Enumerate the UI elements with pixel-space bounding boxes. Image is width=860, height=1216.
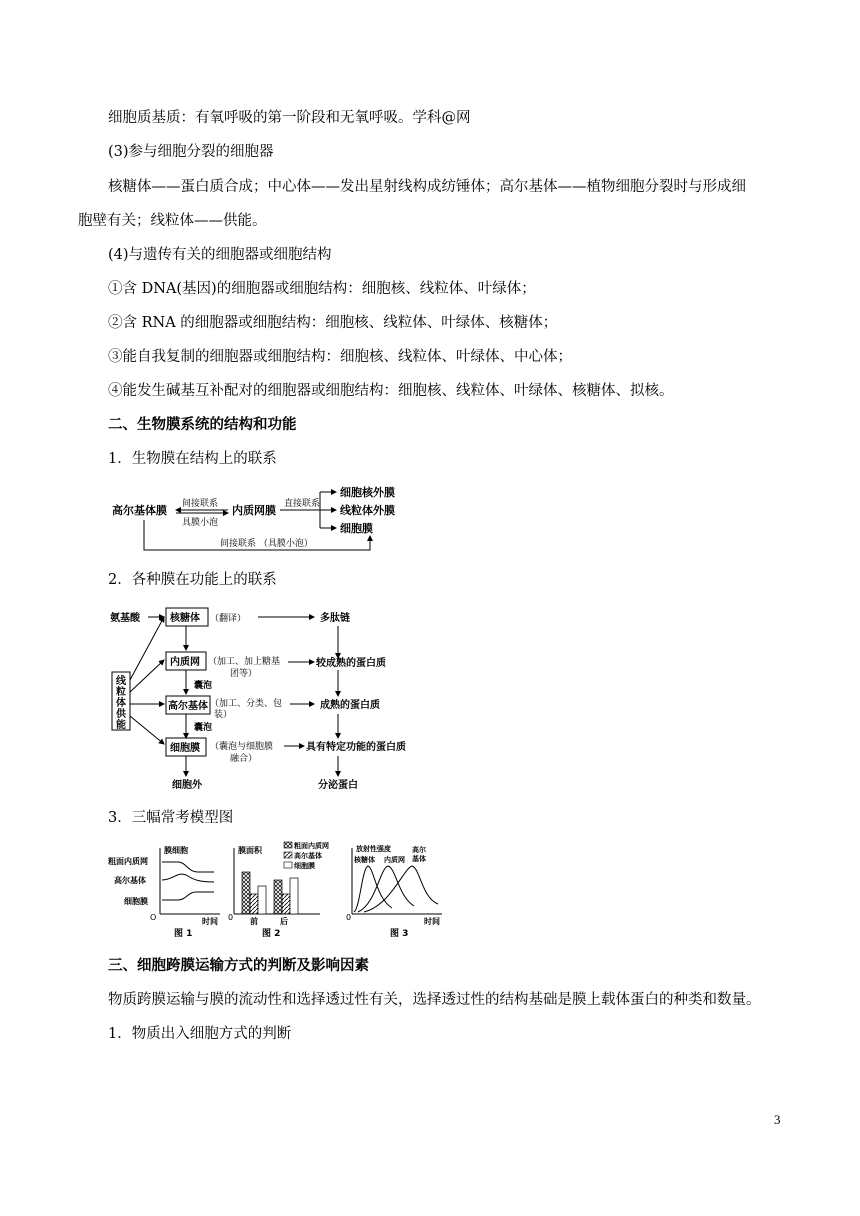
mito-membrane-label: 线粒体外膜: [340, 504, 395, 517]
c3-er-label: 内质网: [384, 856, 405, 864]
c3-curve-ribosome: [354, 866, 392, 912]
vesicle-label-1: 囊泡: [194, 681, 213, 691]
er-process-2: 团等）: [230, 669, 258, 679]
list-item: ②含 RNA 的细胞器或细胞结构：细胞核、线粒体、叶绿体、核糖体；: [108, 315, 558, 331]
c2-legend-membrane: 细胞膜: [294, 862, 315, 870]
subsection-heading: 3．三幅常考模型图: [108, 810, 234, 826]
c3-y-label: 放射性强度: [356, 845, 391, 853]
subheading: (3)参与细胞分裂的细胞器: [108, 144, 274, 160]
amino-acid-label: 氨基酸: [110, 613, 140, 624]
section-heading: 三、细胞跨膜运输方式的判断及影响因素: [108, 957, 369, 974]
direct-label: 直接联系: [284, 499, 321, 509]
c2-before: 前: [250, 917, 258, 926]
outside-cell-label: 细胞外: [172, 780, 202, 791]
list-item: ①含 DNA(基因)的细胞器或细胞结构：细胞核、线粒体、叶绿体；: [108, 281, 536, 297]
c1-membrane-label: 细胞膜: [124, 897, 148, 906]
c2-bar: [242, 872, 250, 914]
three-model-figures: [108, 838, 448, 942]
c2-bar: [258, 886, 266, 914]
membrane-structure-diagram: [108, 480, 418, 556]
mature-protein-label: 成熟的蛋白质: [320, 700, 380, 711]
golgi-process-2: 装）: [214, 710, 233, 720]
fuse-label-1: （囊泡与细胞膜: [210, 742, 274, 752]
bottom-connector-label: 间接联系 （具膜小泡）: [220, 539, 313, 549]
c3-golgi-label-2: 基体: [412, 855, 426, 863]
c2-origin: 0: [228, 913, 234, 922]
c3-x-label: 时间: [424, 917, 440, 926]
er-membrane-label: 内质网膜: [232, 504, 276, 517]
c3-caption: 图 3: [390, 929, 409, 939]
functional-protein-label: 具有特定功能的蛋白质: [306, 742, 406, 753]
subsection-heading: 2．各种膜在功能上的联系: [108, 572, 277, 588]
c1-origin: O: [150, 913, 157, 922]
mito-energy-label: 线粒体供能: [116, 676, 126, 731]
c2-bar: [290, 878, 298, 914]
vesicle-label-2: 囊泡: [194, 723, 213, 733]
er-process-1: （加工、加上糖基: [208, 657, 281, 667]
immature-protein-label: 较成熟的蛋白质: [316, 658, 386, 669]
golgi-label: 高尔基体: [168, 701, 208, 712]
paragraph: 物质跨膜运输与膜的流动性和选择透过性有关，选择透过性的结构基础是膜上载体蛋白的种类和数量。: [108, 992, 761, 1008]
golgi-membrane-label: 高尔基体膜: [112, 504, 167, 517]
peptide-label: 多肽链: [320, 613, 350, 624]
text-line: 胞壁有关；线粒体——供能。: [78, 213, 267, 229]
c1-er-label: 粗面内质网: [108, 857, 148, 866]
secreted-protein-label: 分泌蛋白: [318, 780, 358, 791]
fuse-label-2: 融合）: [230, 754, 258, 764]
c1-golgi-label: 高尔基体: [114, 876, 146, 885]
section-heading: 二、生物膜系统的结构和功能: [108, 416, 297, 433]
c2-after: 后: [280, 917, 288, 926]
membrane-function-diagram: [108, 604, 448, 794]
ribosome-label: 核糖体: [170, 613, 200, 624]
c1-caption: 图 1: [174, 929, 193, 939]
c2-bar: [274, 880, 282, 914]
c3-ribosome-label: 核糖体: [354, 856, 375, 864]
list-item: ④能发生碱基互补配对的细胞器或细胞结构：细胞核、线粒体、叶绿体、核糖体、拟核。: [108, 383, 674, 399]
c1-x-label: 时间: [202, 917, 218, 926]
c2-caption: 图 2: [262, 929, 281, 939]
text-line: 细胞质基质：有氧呼吸的第一阶段和无氧呼吸。学科@网: [108, 110, 471, 126]
c3-origin: 0: [346, 913, 352, 922]
indirect-label: 间接联系: [182, 499, 219, 509]
c1-y-label: 膜细胞: [164, 846, 188, 855]
c1-curve-membrane: [162, 892, 214, 900]
list-item: ③能自我复制的细胞器或细胞结构：细胞核、线粒体、叶绿体、中心体；: [108, 349, 572, 365]
cell-membrane-label: 细胞膜: [170, 743, 200, 754]
golgi-process-1: （加工、分类、包: [210, 699, 283, 709]
c2-bar: [282, 894, 290, 914]
subsection-heading: 1．生物膜在结构上的联系: [108, 451, 277, 467]
vesicle-label: 具膜小泡: [182, 518, 219, 528]
page-number: 3: [774, 1112, 781, 1127]
c2-legend-er: 粗面内质网: [294, 842, 329, 850]
c1-curve-er: [162, 862, 214, 872]
cell-membrane-label: 细胞膜: [340, 522, 373, 535]
subheading: (4)与遗传有关的细胞器或细胞结构: [108, 247, 332, 263]
c2-y-label: 膜面积: [238, 846, 262, 855]
nuclear-membrane-label: 细胞核外膜: [340, 486, 395, 499]
c2-legend-golgi: 高尔基体: [294, 852, 322, 860]
c2-bar: [250, 894, 258, 914]
c3-golgi-label-1: 高尔: [412, 846, 426, 854]
er-label: 内质网: [170, 657, 200, 668]
subsection-heading: 1．物质出入细胞方式的判断: [108, 1026, 292, 1042]
text-line: 核糖体——蛋白质合成；中心体——发出星射线构成纺锤体；高尔基体——植物细胞分裂时与形成细: [108, 179, 746, 195]
translate-label: （翻译）: [210, 614, 247, 624]
c1-curve-golgi: [162, 874, 214, 882]
